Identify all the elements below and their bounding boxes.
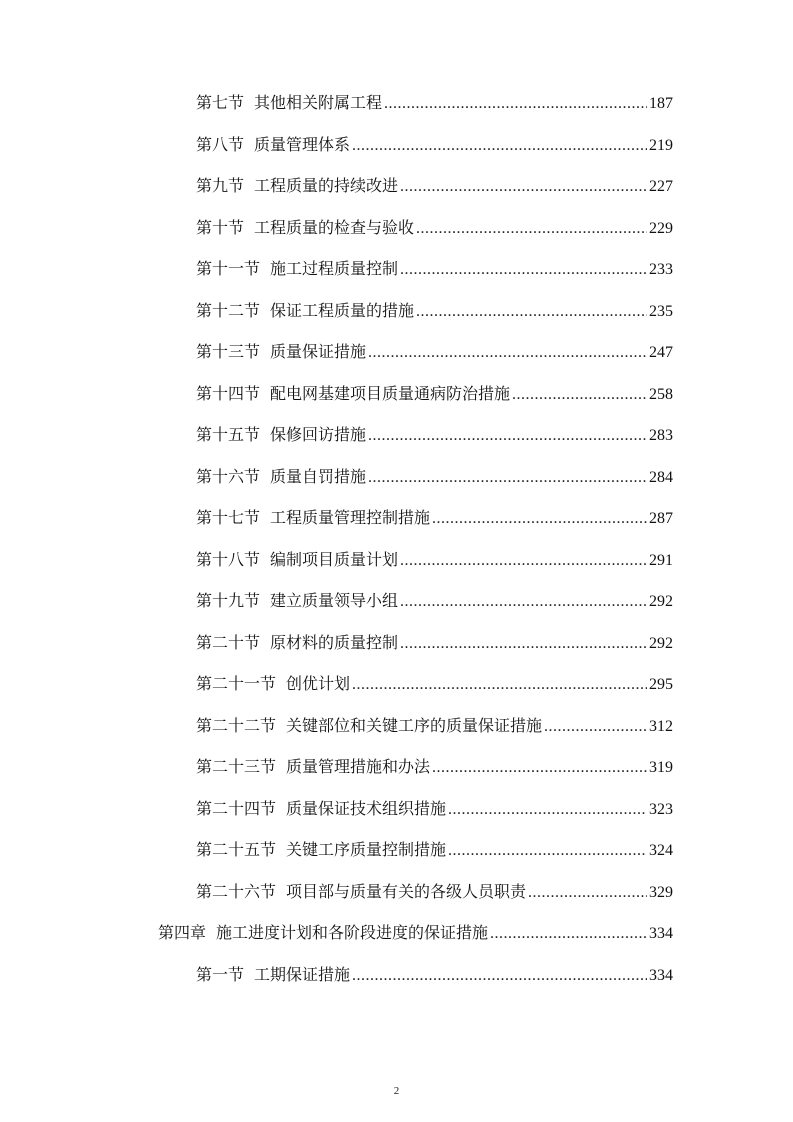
- dot-leader: [400, 588, 647, 616]
- toc-entry-title: 保证工程质量的措施: [270, 300, 415, 320]
- toc-entry-label: 第二十六节: [196, 881, 277, 901]
- toc-entry-label: 第十三节: [196, 342, 261, 361]
- toc-entry-title: 质量保证技术组织措施: [286, 798, 447, 818]
- toc-entry[interactable]: [196, 421, 673, 449]
- toc-entry[interactable]: [196, 712, 673, 740]
- toc-entry-label: 第十五节: [196, 425, 261, 444]
- dot-leader: [432, 754, 647, 782]
- toc-entry[interactable]: [196, 670, 673, 698]
- toc-entry-title: 原材料的质量控制: [270, 632, 399, 652]
- toc-entry-label: 第十节: [196, 217, 245, 237]
- toc-entry-page: 233: [649, 261, 673, 278]
- toc-entry-label: 第十七节: [196, 508, 261, 527]
- toc-entry-title: 创优计划: [286, 674, 351, 693]
- toc-entry-page: 287: [649, 510, 673, 527]
- page-number: 2: [393, 1085, 400, 1097]
- toc-entry-page: 334: [649, 925, 673, 942]
- toc-entry[interactable]: [196, 753, 673, 781]
- dot-leader: [400, 630, 647, 658]
- toc-entry-page: 283: [649, 427, 673, 444]
- toc-entry-page: 292: [649, 593, 673, 610]
- toc-entry-label: 第十二节: [196, 300, 261, 320]
- toc-entry-label: 第二十一节: [196, 674, 277, 693]
- toc-entry-title: 项目部与质量有关的各级人员职责: [286, 881, 527, 901]
- dot-leader: [448, 837, 647, 865]
- toc-entry-label: 第七节: [196, 93, 245, 112]
- toc-entry-label: 第二十五节: [196, 840, 277, 859]
- toc-entry-label: 第二十二节: [196, 715, 277, 735]
- toc-entry[interactable]: [196, 878, 673, 906]
- toc-entry[interactable]: [196, 836, 673, 864]
- toc-entry-title: 工程质量的检查与验收: [254, 217, 415, 237]
- dot-leader: [368, 422, 647, 450]
- dot-leader: [490, 920, 647, 948]
- toc-entry-label: 第二十四节: [196, 798, 277, 818]
- toc-entry-title: 关键部位和关键工序的质量保证措施: [286, 715, 543, 735]
- toc-entry-page: 258: [649, 385, 673, 403]
- toc-entry[interactable]: [196, 587, 673, 615]
- toc-entry-page: 329: [649, 883, 673, 901]
- dot-leader: [352, 132, 647, 160]
- toc-entry-title: 施工过程质量控制: [270, 259, 399, 278]
- toc-entry-title: 施工进度计划和各阶段进度的保证措施: [216, 923, 489, 942]
- dot-leader: [400, 256, 647, 284]
- dot-leader: [416, 298, 647, 326]
- toc-entry-page: 323: [649, 800, 673, 818]
- toc-entry-label: 第十一节: [196, 259, 261, 278]
- toc-entry-title: 建立质量领导小组: [270, 591, 399, 610]
- dot-leader: [432, 505, 647, 533]
- toc-entry[interactable]: [196, 131, 673, 159]
- toc-entry-title: 质量保证措施: [270, 342, 367, 361]
- toc-entry-title: 工期保证措施: [254, 964, 351, 984]
- toc-entry-page: 284: [649, 468, 673, 486]
- toc-entry-page: 219: [649, 136, 673, 154]
- toc-entry[interactable]: [196, 297, 673, 325]
- dot-leader: [352, 671, 647, 699]
- toc-entry-title: 其他相关附属工程: [254, 93, 383, 112]
- toc-entry-page: 292: [649, 634, 673, 652]
- toc-entry[interactable]: [196, 338, 673, 366]
- toc-entry-title: 质量自罚措施: [270, 466, 367, 486]
- dot-leader: [528, 879, 647, 907]
- toc-entry-label: 第二十三节: [196, 757, 277, 776]
- toc-entry[interactable]: [196, 380, 673, 408]
- toc-entry-title: 关键工序质量控制措施: [286, 840, 447, 859]
- toc-entry[interactable]: [196, 172, 673, 200]
- toc-entry-title: 质量管理措施和办法: [286, 757, 431, 776]
- toc-entry-page: 295: [649, 676, 673, 693]
- toc-entry-title: 保修回访措施: [270, 425, 367, 444]
- dot-leader: [448, 796, 647, 824]
- toc-entry-label: 第八节: [196, 134, 245, 154]
- dot-leader: [384, 90, 647, 118]
- toc-entry-page: 291: [649, 551, 673, 569]
- toc-entry-chapter[interactable]: [158, 919, 673, 947]
- dot-leader: [400, 547, 647, 575]
- toc-entry-page: 319: [649, 759, 673, 776]
- toc-entry-label: 第九节: [196, 176, 245, 195]
- toc-entry[interactable]: [196, 89, 673, 117]
- toc-entry-label: 第十六节: [196, 466, 261, 486]
- toc-entry-label: 第四章: [158, 923, 207, 942]
- toc-entry-label: 第十八节: [196, 549, 261, 569]
- toc-entry[interactable]: [196, 629, 673, 657]
- toc-entry[interactable]: [196, 795, 673, 823]
- toc-entry[interactable]: [196, 961, 673, 989]
- toc-entry-page: 247: [649, 344, 673, 361]
- toc-entry-page: 187: [649, 95, 673, 112]
- toc-entry-label: 第一节: [196, 964, 245, 984]
- toc-entry[interactable]: [196, 546, 673, 574]
- toc-entry[interactable]: [196, 214, 673, 242]
- toc-entry[interactable]: [196, 504, 673, 532]
- toc-entry-label: 第十四节: [196, 383, 261, 403]
- dot-leader: [352, 962, 647, 990]
- toc-entry-page: 235: [649, 302, 673, 320]
- dot-leader: [544, 713, 647, 741]
- dot-leader: [368, 339, 647, 367]
- toc-entry-page: 227: [649, 178, 673, 195]
- toc-entry-title: 工程质量管理控制措施: [270, 508, 431, 527]
- toc-entry-page: 324: [649, 842, 673, 859]
- dot-leader: [368, 464, 647, 492]
- toc-entry-title: 工程质量的持续改进: [254, 176, 399, 195]
- toc-entry[interactable]: [196, 463, 673, 491]
- toc-entry-title: 配电网基建项目质量通病防治措施: [270, 383, 511, 403]
- toc-entry-title: 质量管理体系: [254, 134, 351, 154]
- toc-entry-label: 第十九节: [196, 591, 261, 610]
- toc-entry-title: 编制项目质量计划: [270, 549, 399, 569]
- dot-leader: [416, 215, 647, 243]
- toc-entry-page: 229: [649, 219, 673, 237]
- toc-entry[interactable]: [196, 255, 673, 283]
- toc-entry-label: 第二十节: [196, 632, 261, 652]
- dot-leader: [512, 381, 647, 409]
- dot-leader: [400, 173, 647, 201]
- toc-entry-page: 334: [649, 966, 673, 984]
- toc-entry-page: 312: [649, 717, 673, 735]
